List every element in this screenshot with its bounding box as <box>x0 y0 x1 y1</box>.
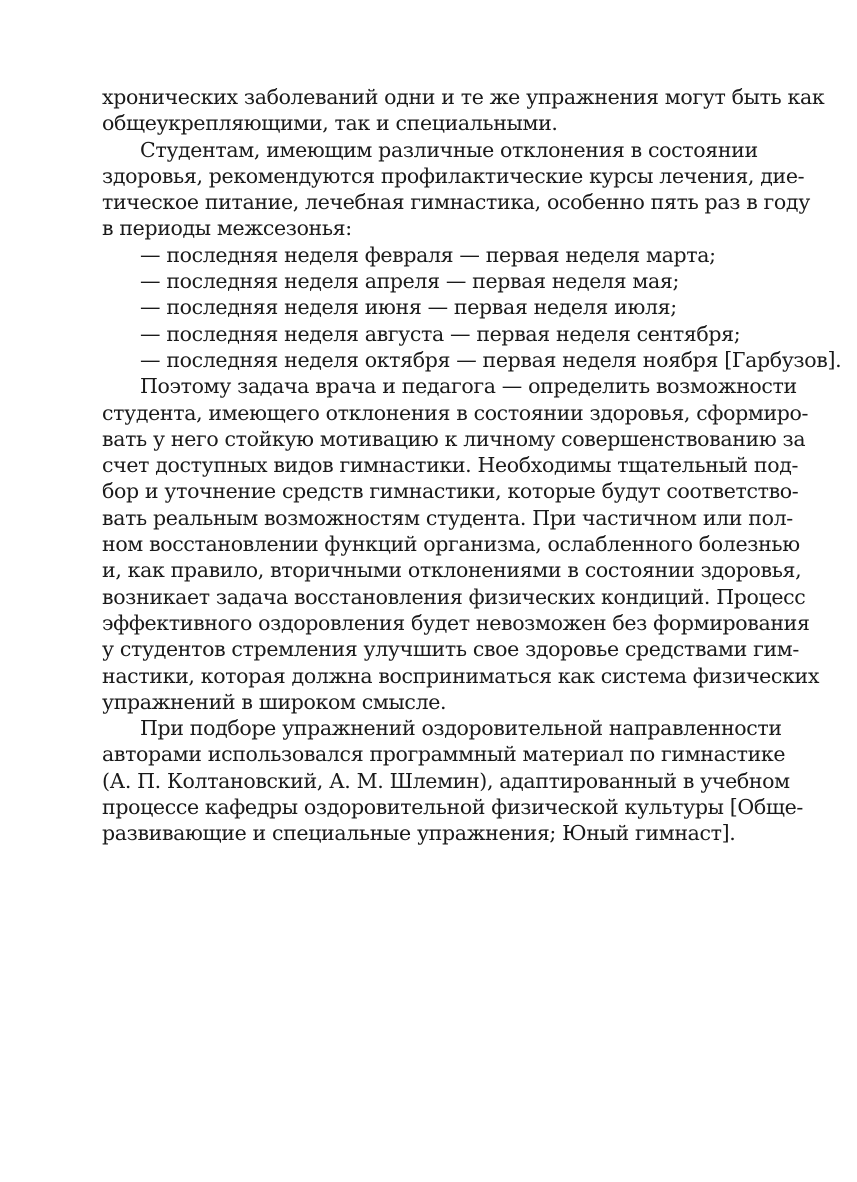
text-line: авторами использовался программный материал по гимнастике <box>102 742 786 767</box>
period-list <box>102 242 842 373</box>
text-line: развивающие и специальные упражнения; Юный гимнаст]. <box>102 821 736 846</box>
text-line: у студентов стремления улучшить свое здоровье средствами гим- <box>102 637 799 662</box>
document-page <box>102 84 842 847</box>
text-line: упражнений в широком смысле. <box>102 689 447 714</box>
list-item: — последняя неделя февраля — первая неделя марта; <box>140 242 716 267</box>
text-line: ном восстановлении функций организма, ослабленного болезнью <box>102 532 800 557</box>
text-line: процессе кафедры оздоровительной физической культуры [Обще- <box>102 795 803 820</box>
text-line: вать у него стойкую мотивацию к личному совершенствованию за <box>102 426 806 451</box>
text-line: бор и уточнение средств гимнастики, которые будут соответство- <box>102 479 799 504</box>
text-line: общеукрепляющими, так и специальными. <box>102 111 558 136</box>
list-item: — последняя неделя августа — первая неделя сентября; <box>140 321 741 346</box>
text-line: хронических заболеваний одни и те же упражнения могут быть как <box>102 85 825 109</box>
text-line: в периоды межсезонья: <box>102 216 352 241</box>
paragraph-1 <box>102 84 825 137</box>
text-line: настики, которая должна восприниматься как система физических <box>102 663 820 688</box>
text-line: Студентам, имеющим различные отклонения в состоянии <box>140 137 758 162</box>
text-line: (А. П. Колтановский, А. М. Шлемин), адаптированный в учебном <box>102 768 790 793</box>
text-line: и, как правило, вторичными отклонениями в состоянии здоровья, <box>102 558 802 583</box>
paragraph-2 <box>102 137 810 242</box>
text-line: тическое питание, лечебная гимнастика, особенно пять раз в году <box>102 190 810 215</box>
text-line: вать реальным возможностям студента. При частичном или пол- <box>102 505 793 530</box>
paragraph-4 <box>102 715 803 846</box>
paragraph-3 <box>102 373 820 715</box>
list-item: — последняя неделя июня — первая неделя июля; <box>140 295 677 320</box>
text-line: здоровья, рекомендуются профилактические курсы лечения, дие- <box>102 163 805 188</box>
text-line: студента, имеющего отклонения в состоянии здоровья, сформиро- <box>102 400 809 425</box>
text-line: эффективного оздоровления будет невозможен без формирования <box>102 610 810 635</box>
list-item: — последняя неделя апреля — первая неделя мая; <box>140 269 680 294</box>
text-line: Поэтому задача врача и педагога — определить возможности <box>140 374 797 399</box>
text-line: возникает задача восстановления физических кондиций. Процесс <box>102 584 806 609</box>
text-line: счет доступных видов гимнастики. Необходимы тщательный под- <box>102 453 799 478</box>
list-item: — последняя неделя октября — первая неделя ноября [Гарбузов]. <box>140 347 842 372</box>
text-line: При подборе упражнений оздоровительной направленности <box>140 716 782 741</box>
